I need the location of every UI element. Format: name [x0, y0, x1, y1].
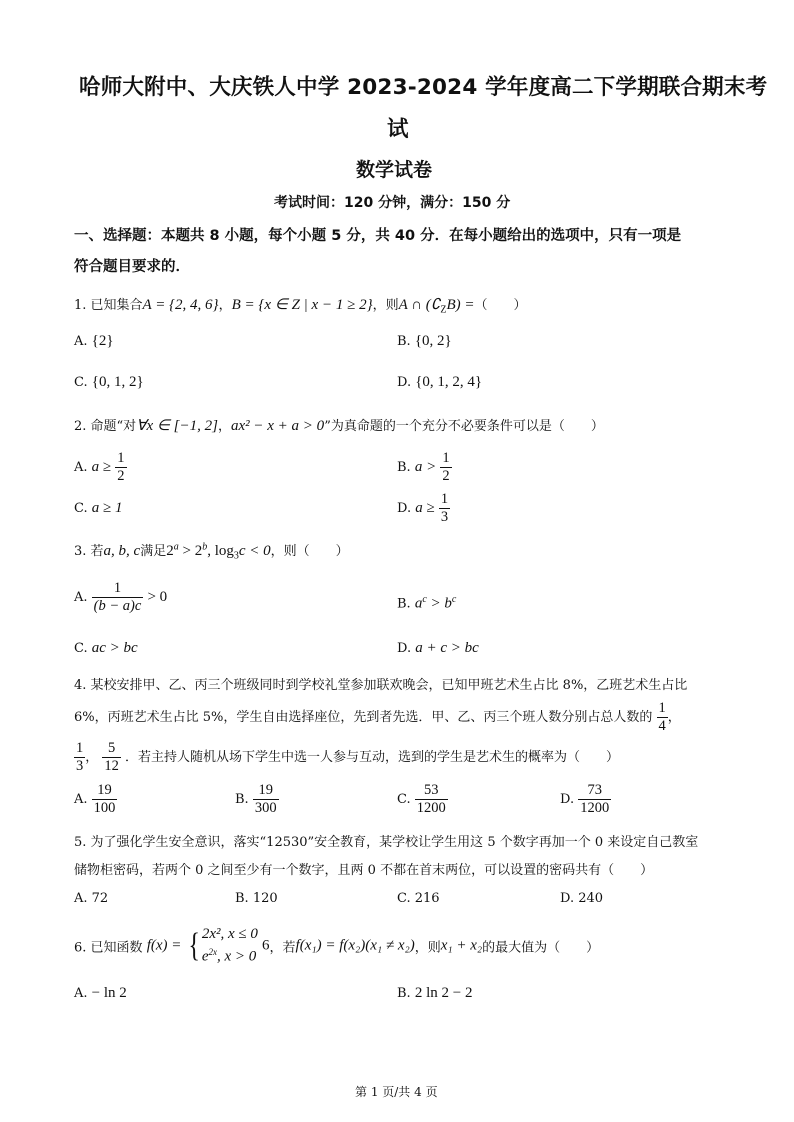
q2-option-a-label: A. [74, 460, 88, 475]
q6-option-b-label: B. [397, 986, 411, 1001]
q1-expr: A ∩ (∁ [398, 297, 441, 313]
q2-option-a-pre: a ≥ [91, 459, 112, 475]
q1-option-c-value: {0, 1, 2} [91, 374, 144, 390]
q3-tail: ，则（ ） [270, 544, 349, 559]
q2-option-a-fraction [115, 450, 126, 485]
q3-option-d-label: D. [397, 641, 412, 656]
q6-mid: ，若 [269, 940, 296, 956]
q4-option-d-fraction [578, 782, 611, 817]
q1-set-b: B = {x ∈ Z | x − 1 ≥ 2} [231, 297, 373, 313]
q2-option-d-fraction [439, 491, 450, 526]
q6-case2-base: e [201, 948, 209, 965]
q1-option-d [397, 374, 482, 391]
q2-option-b-fraction [440, 450, 451, 485]
q6-case2 [202, 943, 258, 967]
question-1 [74, 294, 527, 316]
q4-line1: 4. 某校安排甲、乙、丙三个班级同时到学校礼堂参加联欢晚会，已知甲班艺术生占比 8%，乙班艺术生占比 [74, 678, 688, 693]
q1-paren: （ ） [474, 298, 527, 313]
q3-option-d [397, 640, 479, 657]
q2-option-b-num: 1 [442, 450, 450, 466]
q2-sep: ， [217, 419, 231, 434]
q4-option-b-label: B. [235, 792, 249, 807]
q4-frac-2 [74, 740, 85, 775]
q3-lead: 3. 若 [74, 544, 104, 559]
q2-forall: ∀x ∈ [−1, 2] [136, 418, 218, 434]
q2-tail: ”为真命题的一个充分不必要条件可以是（ ） [324, 419, 604, 434]
exam-title-line2: 试 [387, 117, 409, 142]
q1-option-b-label: B. [397, 334, 411, 349]
q3-option-b-mid: > b [426, 595, 452, 612]
q5-option-a: A. 72 [74, 891, 109, 906]
q2-option-d-den: 3 [440, 509, 449, 525]
q6-option-b-value: 2 ln 2 − 2 [414, 985, 473, 1001]
q4-frac-1-num: 1 [658, 700, 666, 716]
q3-cond2-tail: c < 0 [238, 543, 271, 559]
q1-option-b-value: {0, 2} [414, 333, 452, 349]
q1-sep1: ， [218, 298, 232, 313]
q3-option-d-value: a + c > bc [415, 640, 479, 656]
q3-cond1-base: 2 [166, 543, 174, 559]
q4-option-b-fraction [253, 782, 279, 817]
q1-sub: Z [440, 304, 447, 316]
q4-option-c-den: 1200 [416, 800, 446, 816]
q2-lead: 2. 命题“对 [74, 419, 137, 434]
q3-cond2-sub: 3 [233, 550, 239, 562]
q4-comma1: ， [667, 710, 681, 725]
q6-lead: 6. 已知函数 [74, 940, 143, 956]
q6-condition: f(x₁) = f(x₂)(x₁ ≠ x₂) [295, 937, 415, 954]
q5-option-d: D. 240 [560, 891, 604, 906]
q4-option-d-den: 1200 [580, 800, 610, 816]
q3-option-c-label: C. [74, 641, 88, 656]
q6-mid2: ，则 [414, 940, 441, 956]
q2-option-a-num: 1 [117, 450, 125, 466]
q4-option-c-fraction [415, 782, 448, 817]
q6-option-a-value: − ln 2 [91, 985, 127, 1001]
q5-option-b: B. 120 [235, 891, 278, 906]
q4-line2 [74, 700, 681, 735]
exam-info: 考试时间：120 分钟，满分：150 分 [274, 195, 511, 211]
q4-frac-2-num: 1 [76, 740, 84, 756]
q4-line3-tail: ．若主持人随机从场下学生中选一人参与互动，选到的学生是艺术生的概率为（ ） [125, 750, 620, 765]
q2-option-b [397, 450, 452, 485]
q2-option-c-value: a ≥ 1 [91, 500, 123, 516]
q2-option-c-label: C. [74, 501, 88, 516]
q2-option-a [74, 450, 127, 485]
q5-line1: 5. 为了强化学生安全意识，落实“12530”安全教育，某学校让学生用这 5 个数字再加一个 0 来设定自己教室 [74, 835, 699, 850]
q3-option-a-den: (b − a)c [93, 598, 142, 614]
q3-cond1-exp2: b [202, 541, 208, 553]
q3-option-a-num: 1 [92, 580, 144, 598]
q4-frac-3-den: 12 [104, 758, 119, 774]
q3-cond1-exp1: a [173, 541, 179, 553]
q2-option-b-den: 2 [442, 468, 450, 484]
question-2 [74, 415, 604, 435]
q3-option-c [74, 640, 138, 657]
q4-option-a [74, 782, 117, 817]
q3-cond2: , log [207, 543, 234, 559]
q2-option-c [74, 500, 123, 517]
q3-option-b [397, 594, 456, 612]
section-heading-line2: 符合题目要求的． [74, 259, 190, 275]
q4-line2-text: 6%，丙班艺术生占比 5%，学生自由选择座位，先到者先选．甲、乙、丙三个班人数分别占总人数的 [74, 710, 653, 725]
q5-line2: 储物柜密码，若两个 0 之间至少有一个数字，且两 0 不都在首末两位，可以设置的密码共有（ ） [74, 863, 654, 878]
q4-frac-1 [657, 700, 668, 735]
q6-option-a-label: A. [74, 986, 88, 1001]
q1-lead: 1. 已知集合 [74, 298, 143, 313]
q4-option-b-num: 19 [253, 782, 279, 800]
q3-cond1-gt: > 2 [178, 543, 203, 559]
q1-option-d-label: D. [397, 375, 412, 390]
q2-option-b-pre: a > [414, 459, 437, 475]
q3-option-a-label: A. [74, 590, 88, 605]
q4-option-b-den: 300 [254, 800, 277, 816]
exam-title-line1: 哈师大附中、大庆铁人中学 2023-2024 学年度高二下学期联合期末考 [79, 75, 768, 100]
q4-frac-1-den: 4 [658, 718, 666, 734]
q4-option-a-num: 19 [92, 782, 118, 800]
q4-option-d-label: D. [560, 792, 575, 807]
q3-option-b-sup2: c [451, 594, 457, 605]
q6-sum: x₁ + x₂ [440, 937, 483, 954]
q2-option-b-label: B. [397, 460, 411, 475]
q6-tail: 的最大值为（ ） [482, 940, 600, 956]
q6-option-b [397, 985, 472, 1002]
q2-option-d [397, 491, 450, 526]
q1-option-b [397, 333, 452, 350]
q3-option-b-label: B. [397, 596, 411, 612]
q4-option-a-den: 100 [93, 800, 116, 816]
q6-case2-exp: 2x [208, 947, 218, 957]
q4-option-c [397, 782, 448, 817]
q2-inequality: ax² − x + a > 0 [231, 418, 325, 434]
q1-option-d-value: {0, 1, 2, 4} [415, 374, 483, 390]
q1-option-a-value: {2} [91, 333, 114, 349]
q3-option-a [74, 580, 167, 615]
q4-line3 [74, 740, 619, 775]
question-6 [74, 925, 599, 967]
q1-option-a [74, 333, 114, 350]
q4-comma2: ， [85, 750, 99, 765]
q4-frac-2-den: 3 [76, 758, 84, 774]
q1-expr-end: B) = [446, 297, 475, 313]
q6-brace: { [187, 926, 200, 964]
q1-option-c [74, 374, 144, 391]
q2-option-a-den: 2 [117, 468, 125, 484]
question-3 [74, 540, 349, 562]
q3-option-a-tail: > 0 [147, 589, 168, 605]
q4-option-b [235, 782, 279, 817]
q6-after-brace: 6 [262, 937, 270, 954]
q4-option-d-num: 73 [578, 782, 611, 800]
q1-set-a: A = {2, 4, 6} [142, 297, 219, 313]
q6-option-a [74, 985, 127, 1002]
q3-option-b-a: a [414, 595, 423, 612]
q4-frac-3 [102, 740, 121, 775]
q6-piecewise [186, 925, 258, 967]
q4-option-d [560, 782, 611, 817]
q4-option-a-fraction [92, 782, 118, 817]
q3-option-a-fraction [92, 580, 144, 615]
q3-option-c-value: ac > bc [91, 640, 138, 656]
q4-frac-3-num: 5 [102, 740, 121, 758]
q3-option-b-sup1: c [422, 594, 427, 605]
q6-case1: 2x², x ≤ 0 [201, 926, 258, 942]
q3-mid: 满足 [140, 544, 167, 559]
q2-option-d-pre: a ≥ [415, 500, 435, 516]
q3-vars: a, b, c [103, 543, 141, 559]
section-heading-line1: 一、选择题：本题共 8 小题，每个小题 5 分，共 40 分．在每小题给出的选项中，只有一项是 [74, 228, 682, 244]
q6-fx: f(x) = [146, 937, 182, 954]
q4-option-a-label: A. [74, 792, 88, 807]
q2-option-d-num: 1 [440, 491, 449, 507]
subject-title: 数学试卷 [356, 159, 433, 181]
q1-option-a-label: A. [74, 334, 88, 349]
q4-option-c-num: 53 [415, 782, 448, 800]
q6-case2-tail: , x > 0 [217, 948, 257, 965]
q4-option-c-label: C. [397, 792, 411, 807]
q2-option-d-label: D. [397, 501, 412, 516]
q5-option-c: C. 216 [397, 891, 440, 906]
q1-option-c-label: C. [74, 375, 88, 390]
page-number: 第 1 页/共 4 页 [355, 1085, 438, 1099]
q1-sep2: ，则 [372, 298, 399, 313]
q6-cases [202, 925, 258, 967]
